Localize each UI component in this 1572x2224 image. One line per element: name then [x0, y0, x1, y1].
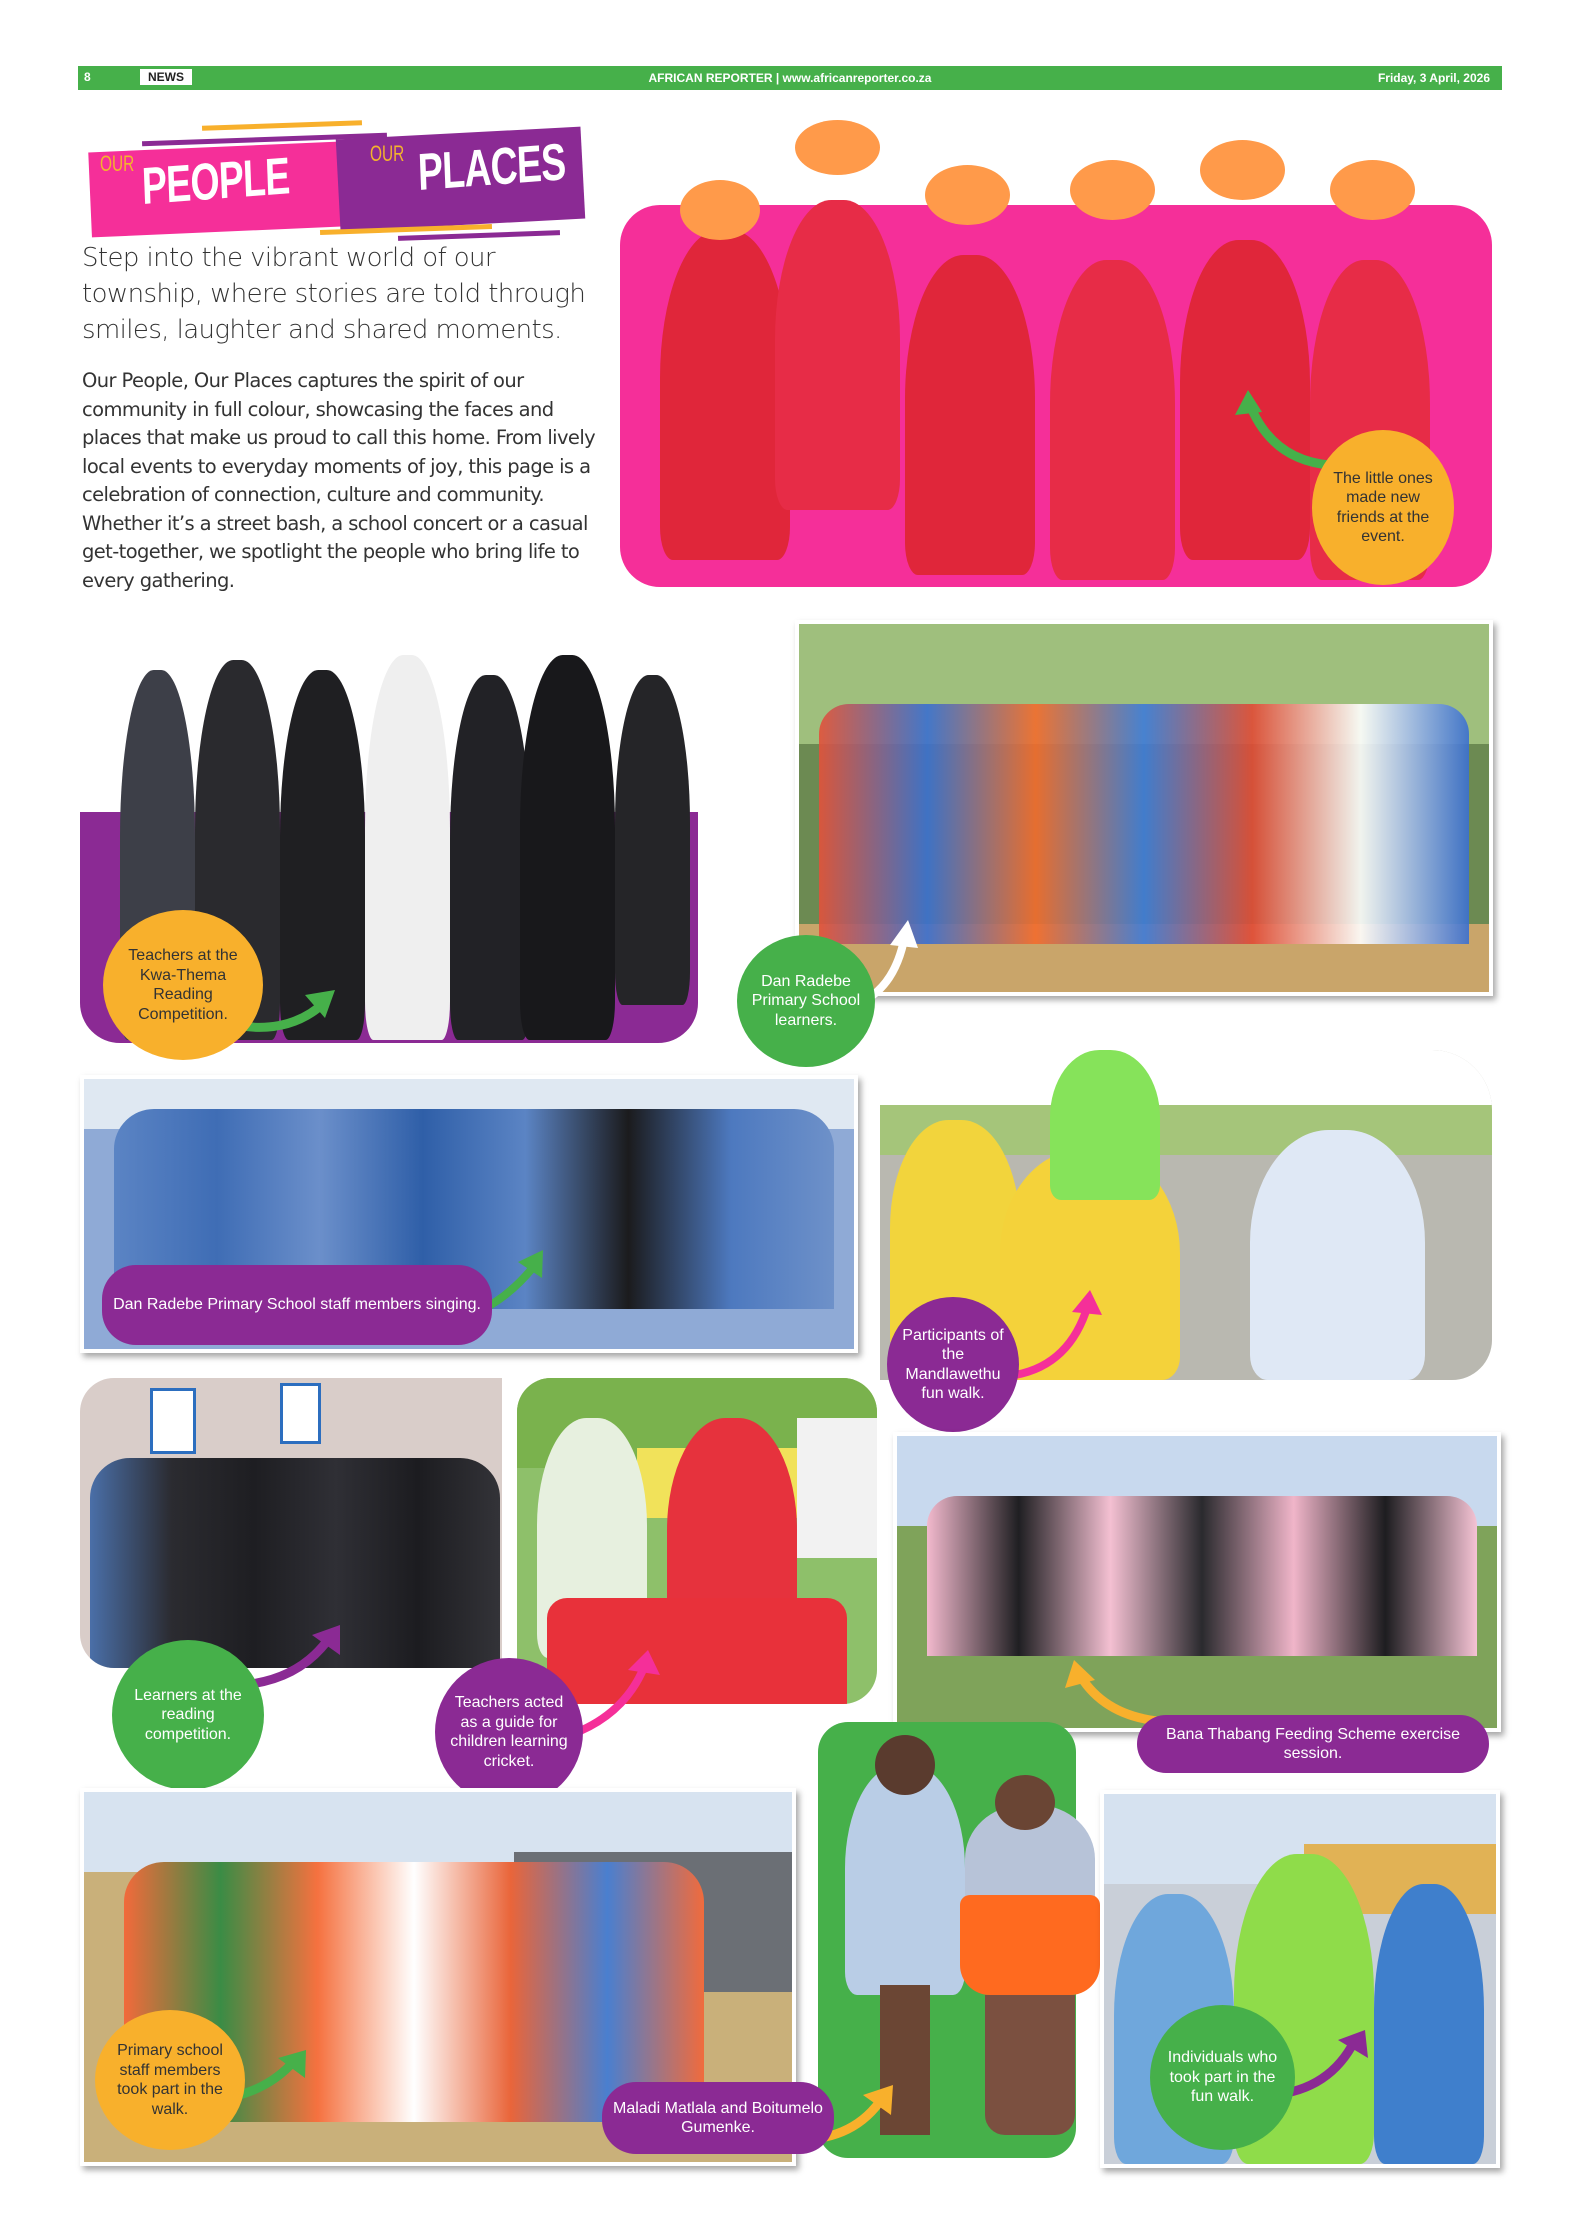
caption-dan-radebe-learners: Dan Radebe Primary School learners. [737, 935, 875, 1067]
page-header-bar [78, 66, 1502, 90]
publication-name: AFRICAN REPORTER | www.africanreporter.co.za [648, 71, 932, 85]
teacher-figure [520, 655, 615, 1040]
decor-line [202, 120, 362, 131]
issue-date: Friday, 3 April, 2026 [1377, 71, 1490, 85]
teacher-figure [280, 670, 365, 1040]
orange-hat [925, 165, 1010, 225]
caption-kwathema-teachers: Teachers at the Kwa-Thema Reading Competition. [103, 910, 263, 1060]
caption-primary-staff-walk: Primary school staff members took part in the walk. [95, 2010, 245, 2150]
head [995, 1775, 1055, 1830]
child-figure [905, 255, 1035, 575]
caption-bana-thabang: Bana Thabang Feeding Scheme exercise session. [1137, 1715, 1489, 1773]
white-building [797, 1418, 877, 1558]
curved-arrow-icon [1230, 390, 1340, 470]
walker-white-shirt [1250, 1130, 1425, 1380]
sky-bg [880, 1050, 1492, 1110]
caption-cricket-teachers: Teachers acted as a guide for children learning cricket. [435, 1658, 583, 1806]
masthead-places: PLACES [416, 133, 567, 202]
curved-arrow-icon [570, 1650, 670, 1740]
caption-fun-walk-individuals: Individuals who took part in the fun walk. [1150, 2005, 1295, 2150]
page-number: 8 [84, 70, 91, 84]
curved-arrow-icon [1010, 1290, 1110, 1380]
photo-maladi-boitumelo [825, 1725, 1105, 2145]
crowd-of-learners [819, 704, 1469, 944]
window [150, 1388, 196, 1454]
caption-mandlawethu-walk: Participants of the Mandlawethu fun walk. [887, 1297, 1019, 1432]
caption-kfc-kids: The little ones made new friends at the event. [1312, 430, 1454, 585]
window [280, 1383, 321, 1444]
intro-body: Our People, Our Places captures the spirit of our community in full colour, showcasing the faces and places that make us proud to call this home. From lively local events to everyday moments of joy, this page is a celebration of connection, culture and community. Whether it’s a street bash, a school concert or a casual get-together, we spotlight the people who bring life to every gathering. [82, 369, 596, 592]
caption-reading-learners: Learners at the reading competition. [112, 1640, 264, 1790]
legs [985, 1995, 1075, 2135]
walker-blue-shirt [1374, 1884, 1484, 2164]
orange-hat [1200, 140, 1285, 200]
head [875, 1735, 935, 1795]
photo-bana-thabang [893, 1432, 1501, 1732]
masthead-our-1: OUR [100, 151, 135, 176]
orange-hat [1070, 160, 1155, 220]
child-figure [660, 230, 790, 560]
child-figure [1050, 260, 1175, 580]
walker-green-shirt [1050, 1050, 1160, 1200]
teacher-figure [365, 655, 450, 1040]
caption-maladi-boitumelo: Maladi Matlala and Boitumelo Gumenke. [602, 2082, 834, 2154]
teacher-figure [615, 675, 690, 1005]
masthead-our-2: OUR [370, 141, 405, 166]
orange-hat [680, 180, 760, 240]
caption-dan-radebe-staff: Dan Radebe Primary School staff members singing. [102, 1265, 492, 1345]
intro-lead: Step into the vibrant world of our township, where stories are told through smiles, laughter and shared moments. [82, 243, 586, 345]
orange-hat [1330, 160, 1415, 220]
orange-hat [795, 120, 880, 175]
woman-blue-shirt [845, 1765, 965, 1995]
child-figure [775, 200, 900, 510]
teacher-figure [450, 675, 530, 1040]
masthead-logo [80, 115, 600, 240]
group-exercising [927, 1496, 1477, 1656]
masthead-people: PEOPLE [140, 147, 291, 216]
section-label: NEWS [140, 69, 192, 85]
orange-skirt [960, 1895, 1100, 1995]
